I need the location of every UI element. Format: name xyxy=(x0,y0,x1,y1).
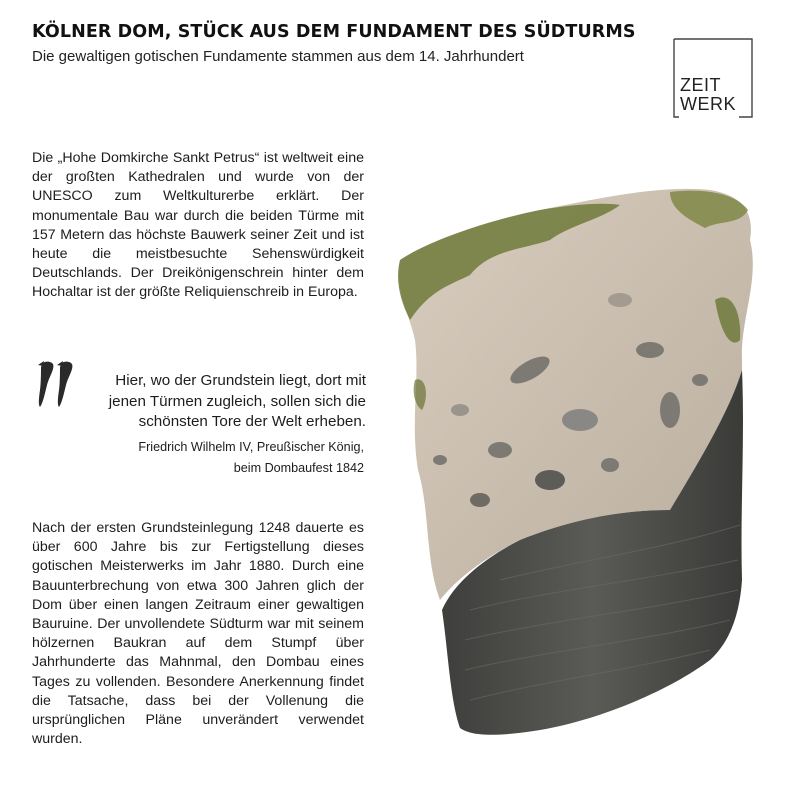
quote-icon xyxy=(35,357,81,413)
quote-text: Hier, wo der Grundstein liegt, dort mit jenen Türmen zugleich, sollen sich die schönsten Tore der Welt erheben. xyxy=(108,372,366,430)
logo-line-werk: WERK xyxy=(680,94,736,114)
history-paragraph: Nach der ersten Grundsteinlegung 1248 dauerte es über 600 Jahre bis zur Fertigstellung dieses gotischen Meisterwerks im Jahr 1880. Durch eine Bauunterbrechung von etwa 300 Jahren glich der Dom über einen langen Zeitraum einer gewaltigen Bauruine. Der unvollendete Südturm war mit seinem hölzernen Baukran auf dem Stumpf über Jahrhunderte das Mahnmal, den Dombau eines Tages zu vollenden. Besondere Anerkennung findet die Tatsache, dass bei der Vollenung die ursprünglichen Pläne unverändert verwendet wurden. xyxy=(32,520,364,748)
intro-paragraph: Die „Hohe Domkirche Sankt Petrus“ ist weltweit eine der großten Kathedralen und wurde von der UNESCO zum Weltkulturerbe erklärt. Der monumentale Bau war durch die beiden Türme mit 157 Metern das höchste Bauwerk seiner Zeit und ist heute die meistbesuchte Sehenswürdigkeit Deutschlands. Der Dreikönigenschrein hinter dem Hochaltar ist der größte Reliquienschreib in Europa. xyxy=(32,150,364,301)
page-subtitle: Die gewaltigen gotischen Fundamente stammen aus dem 14. Jahrhundert xyxy=(32,48,524,65)
page-title: KÖLNER DOM, STÜCK AUS DEM FUNDAMENT DES SÜDTURMS xyxy=(32,22,636,42)
foundation-stone-image xyxy=(370,180,794,750)
quote-author xyxy=(138,437,364,479)
quote-author-line2: beim Dombaufest 1842 xyxy=(233,461,364,475)
logo-line-zeit: ZEIT xyxy=(680,75,721,95)
logo-text xyxy=(680,76,736,114)
quote-author-line1: Friedrich Wilhelm IV, Preußischer König, xyxy=(138,440,364,454)
